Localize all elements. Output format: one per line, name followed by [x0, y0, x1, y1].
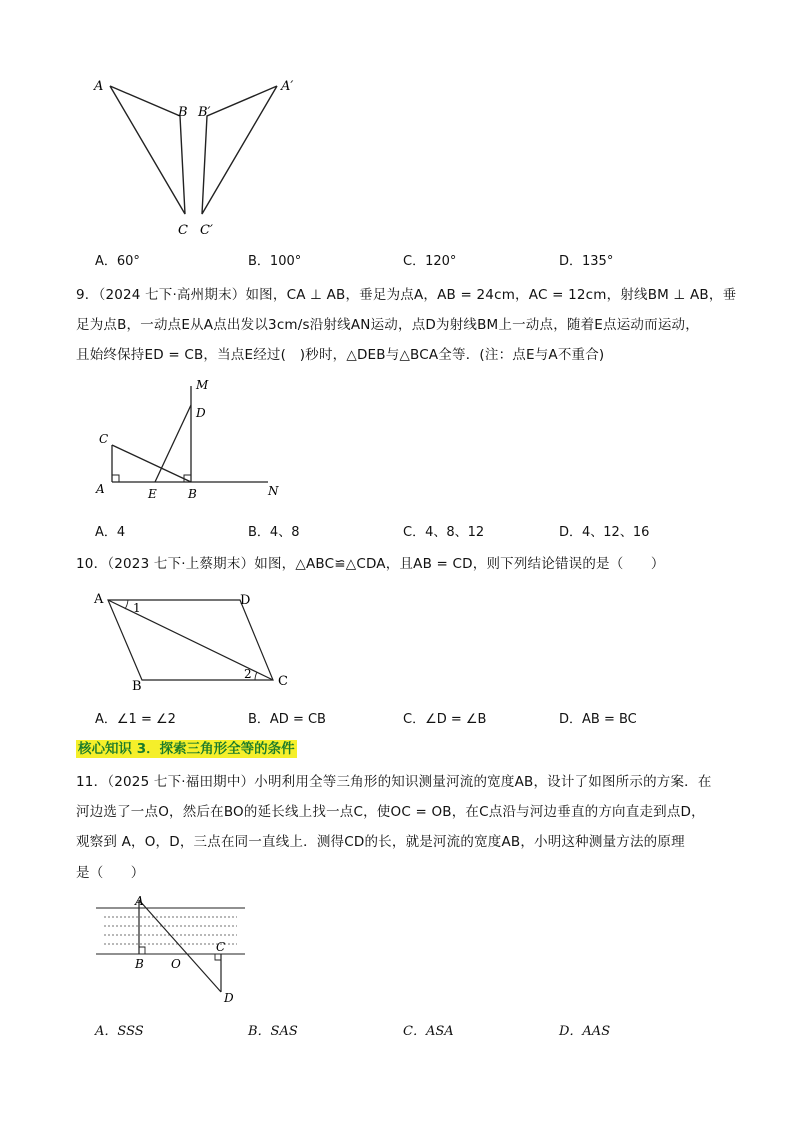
- label-c: C: [178, 223, 188, 238]
- right-angle-b: [139, 947, 145, 954]
- q9-option-c[interactable]: C．4、8、12: [403, 525, 485, 540]
- label-n: N: [268, 484, 279, 498]
- triangle-abc: [110, 86, 185, 214]
- segment-ed: [155, 405, 191, 482]
- angle-2-arc: [255, 672, 257, 680]
- q8-option-b[interactable]: B．100°: [248, 254, 302, 269]
- label-c: C: [99, 432, 109, 446]
- label-c-prime: C′: [200, 223, 213, 238]
- q10-option-d[interactable]: D．AB = BC: [559, 712, 637, 727]
- q11-text-line3: 观察到 A，O，D，三点在同一直线上．测得CD的长，就是河流的宽度AB，小明这种测量方法的原理: [76, 834, 685, 850]
- q9-option-b[interactable]: B．4、8: [248, 525, 300, 540]
- q11-text-line2: 河边选了一点O，然后在BO的延长线上找一点C，使OC = OB，在C点沿与河边垂直的方向直走到点D，: [76, 804, 705, 820]
- q9-text-line2: 足为点B，一动点E从A点出发以3cm/s沿射线AN运动，点D为射线BM上一动点，随着E点运动而运动，: [76, 317, 699, 333]
- right-angle-c: [215, 954, 221, 960]
- label-d: D: [196, 406, 206, 420]
- q11-option-d[interactable]: D．AAS: [559, 1024, 611, 1039]
- label-a-prime: A′: [281, 79, 294, 94]
- label-b: B: [188, 487, 197, 501]
- label-b-prime: B′: [198, 105, 211, 120]
- q9-option-d[interactable]: D．4、12、16: [559, 525, 650, 540]
- right-angle-a: [112, 475, 119, 482]
- figure-q10-parallelogram: [88, 586, 298, 694]
- q9-text-line1: 9．（2024 七下·高州期末）如图，CA ⊥ AB，垂足为点A，AB = 24cm，AC = 12cm，射线BM ⊥ AB，垂: [76, 287, 737, 303]
- figure-q8-triangles: [88, 76, 308, 241]
- q10-option-c[interactable]: C．∠D = ∠B: [403, 712, 487, 727]
- segment-ad: [139, 900, 221, 992]
- figure-q9: [92, 376, 292, 506]
- q8-option-c[interactable]: C．120°: [403, 254, 457, 269]
- label-1: 1: [133, 601, 141, 615]
- label-a: A: [94, 79, 104, 94]
- q10-text-line1: 10．（2023 七下·上蔡期末）如图，△ABC≌△CDA，且AB = CD，则下列结论错误的是（ ）: [76, 556, 665, 572]
- label-o: O: [171, 957, 181, 971]
- section-title: 核心知识 3．探索三角形全等的条件: [78, 741, 295, 757]
- label-c: C: [278, 674, 288, 689]
- label-c: C: [216, 940, 226, 954]
- label-2: 2: [244, 667, 252, 681]
- section-heading: [76, 737, 297, 757]
- label-d: D: [240, 593, 251, 608]
- q10-option-b[interactable]: B．AD = CB: [248, 712, 326, 727]
- label-b: B: [132, 679, 142, 694]
- label-b: B: [135, 957, 144, 971]
- label-a: A: [94, 592, 104, 607]
- q9-text-line3: 且始终保持ED = CB，当点E经过( )秒时，△DEB与△BCA全等．(注：点E与A不重合): [76, 347, 605, 363]
- angle-1-arc: [125, 600, 128, 609]
- label-b: B: [178, 105, 188, 120]
- segment-cb: [112, 445, 191, 482]
- q11-option-c[interactable]: C．ASA: [403, 1024, 454, 1039]
- label-m: M: [196, 378, 209, 392]
- q8-option-d[interactable]: D．135°: [559, 254, 614, 269]
- label-e: E: [148, 487, 157, 501]
- q10-option-a[interactable]: A．∠1 = ∠2: [95, 712, 176, 727]
- q11-option-b[interactable]: B．SAS: [248, 1024, 298, 1039]
- q9-option-a[interactable]: A．4: [95, 525, 126, 540]
- figure-q11-river: [92, 892, 252, 1012]
- triangle-abc-prime: [202, 86, 277, 214]
- q11-text-line1: 11．（2025 七下·福田期中）小明利用全等三角形的知识测量河流的宽度AB，设计了如图所示的方案．在: [76, 774, 712, 790]
- q11-text-line4: 是（ ）: [76, 865, 145, 881]
- label-d: D: [224, 991, 234, 1005]
- q8-option-a[interactable]: A．60°: [95, 254, 140, 269]
- label-a: A: [135, 894, 144, 908]
- label-a: A: [96, 482, 105, 496]
- q11-option-a[interactable]: A．SSS: [95, 1024, 144, 1039]
